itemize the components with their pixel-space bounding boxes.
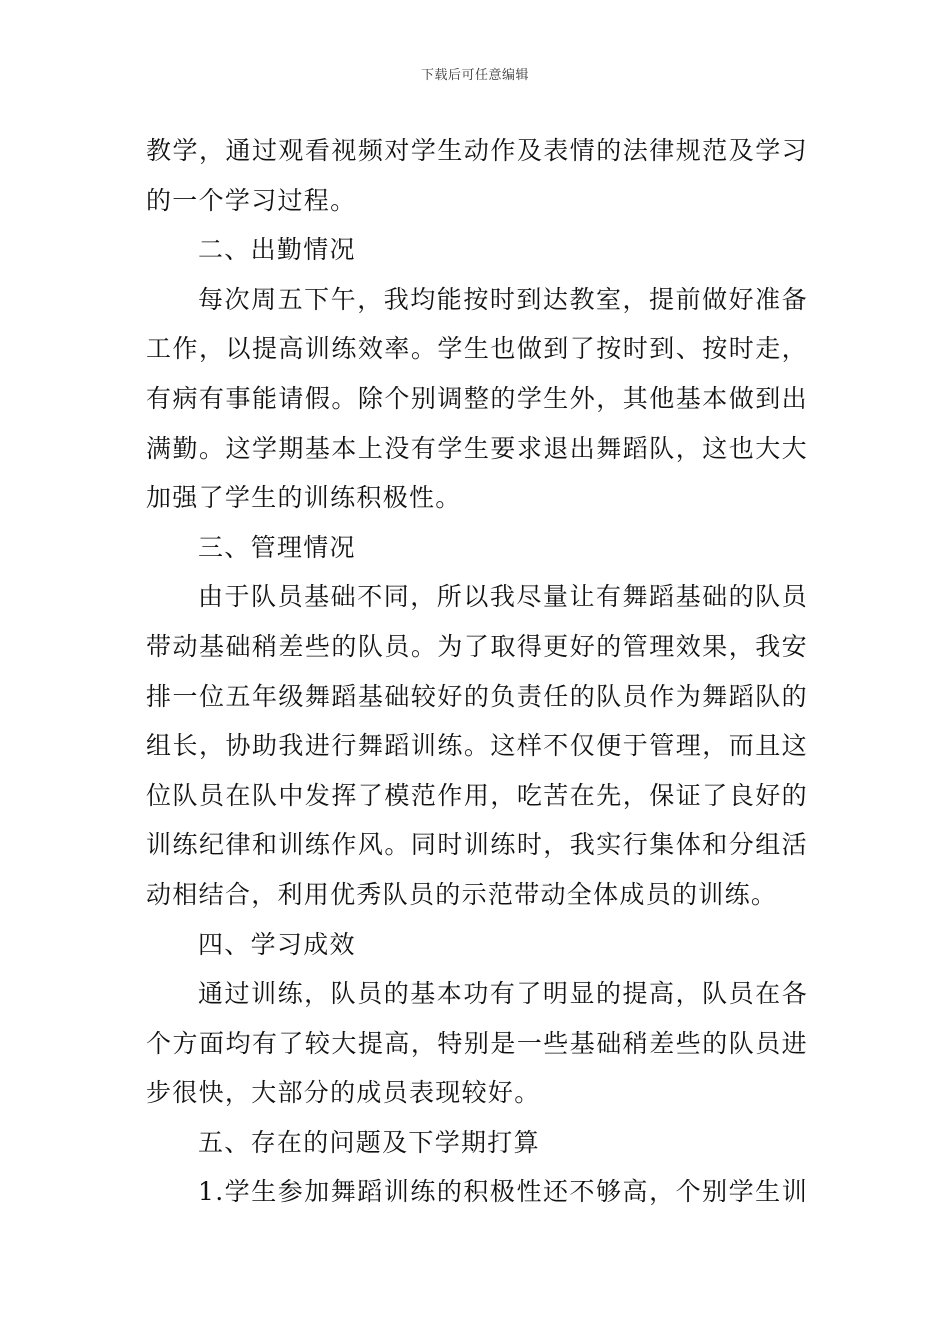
- text-line: 1.学生参加舞蹈训练的积极性还不够高，个别学生训: [198, 1177, 808, 1207]
- text-line: 每次周五下午，我均能按时到达教室，提前做好准备: [198, 284, 808, 314]
- document-body: [146, 126, 808, 1217]
- text-line: 位队员在队中发挥了模范作用，吃苦在先，保证了良好的: [146, 780, 808, 810]
- text-line: 工作，以提高训练效率。学生也做到了按时到、按时走，: [146, 334, 808, 364]
- text-line: 有病有事能请假。除个别调整的学生外，其他基本做到出: [146, 383, 808, 413]
- text-line: 由于队员基础不同，所以我尽量让有舞蹈基础的队员: [198, 582, 808, 612]
- text-line: 排一位五年级舞蹈基础较好的负责任的队员作为舞蹈队的: [146, 681, 808, 711]
- text-line: 动相结合，利用优秀队员的示范带动全体成员的训练。: [146, 879, 778, 909]
- text-line: 通过训练，队员的基本功有了明显的提高，队员在各: [198, 979, 808, 1009]
- text-line: 满勤。这学期基本上没有学生要求退出舞蹈队，这也大大: [146, 433, 808, 463]
- text-line: 二、出勤情况: [198, 235, 356, 265]
- page-header-note: 下载后可任意编辑: [420, 68, 529, 83]
- text-line: 带动基础稍差些的队员。为了取得更好的管理效果，我安: [146, 631, 808, 661]
- text-line: 的一个学习过程。: [146, 185, 357, 215]
- text-line: 三、管理情况: [198, 532, 356, 562]
- text-line: 训练纪律和训练作风。同时训练时，我实行集体和分组活: [146, 830, 808, 860]
- text-line: 步很快，大部分的成员表现较好。: [146, 1078, 541, 1108]
- text-line: 个方面均有了较大提高，特别是一些基础稍差些的队员进: [146, 1028, 808, 1058]
- text-line: 教学，通过观看视频对学生动作及表情的法律规范及学习: [146, 136, 808, 165]
- text-line: 五、存在的问题及下学期打算: [198, 1127, 540, 1157]
- text-line: 四、学习成效: [198, 929, 356, 959]
- text-line: 加强了学生的训练积极性。: [146, 483, 462, 513]
- text-line: 组长，协助我进行舞蹈训练。这样不仅便于管理，而且这: [146, 731, 808, 761]
